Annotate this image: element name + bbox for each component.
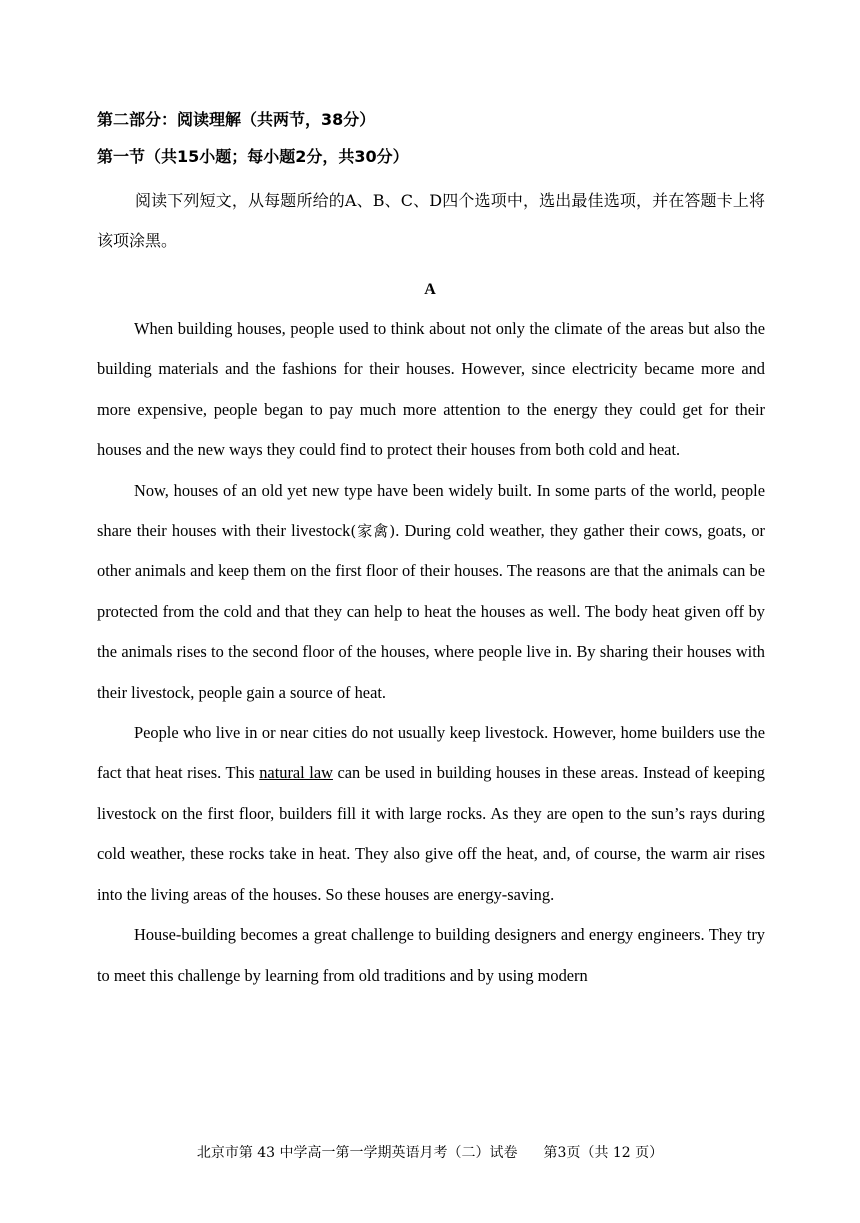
paragraph-3-part-2: can be used in building houses in these areas. Instead of keeping livestock on the first floor, builders fill it with large rocks. As they are open to the sun’s rays during cold weather, these rocks take in heat. They also give off the heat, and, of course, the warm air rises into the living areas of the houses. So these houses are energy-saving. [97, 763, 765, 904]
paragraph-2 [97, 471, 765, 713]
paragraph-4: House-building becomes a great challenge to building designers and energy engineers. They try to meet this challenge by learning from old traditions and by using modern [97, 925, 765, 985]
passage-body [97, 309, 765, 996]
livestock-gloss: (家禽) [350, 522, 396, 541]
paragraph-1: When building houses, people used to think about not only the climate of the areas but also the building materials and the fashions for their houses. However, since electricity became more and more expensive, people began to pay much more attention to the energy they could get for their houses and the new ways they could find to protect their houses from both cold and heat. [97, 319, 765, 460]
passage-title: A [424, 281, 436, 298]
paragraph-2-part-2: . During cold weather, they gather their cows, goats, or other animals and keep them on the first floor of their houses. The reasons are that the animals can be protected from the cold and that they can help to heat the houses as well. The body heat given off by the animals rises to the second floor of the houses, where people live in. By sharing their houses with their livestock, people gain a source of heat. [97, 521, 765, 702]
page-footer [0, 1143, 860, 1163]
page-number: 第3页（共 12 页） [543, 1145, 664, 1161]
subsection-heading: 第一节（共15小题；每小题2分，共30分） [97, 147, 409, 166]
paragraph-2-part-1: Now, houses of an old yet new type have been widely built. In some parts of the world, people share their houses with their livestock [97, 480, 765, 541]
paragraph-3-part-1: People who live in or near cities do not usually keep livestock. However, home builders use the fact that heat rises. This [97, 723, 765, 783]
underlined-term: natural law [259, 763, 333, 783]
part-heading: 第二部分：阅读理解（共两节，38分） [97, 110, 376, 129]
instruction-text: 阅读下列短文，从每题所给的A、B、C、D四个选项中，选出最佳选项，并在答题卡上将该项涂黑。 [97, 191, 765, 250]
paragraph-3 [97, 713, 765, 915]
exam-title: 北京市第 43 中学高一第一学期英语月考（二）试卷 [196, 1145, 518, 1161]
